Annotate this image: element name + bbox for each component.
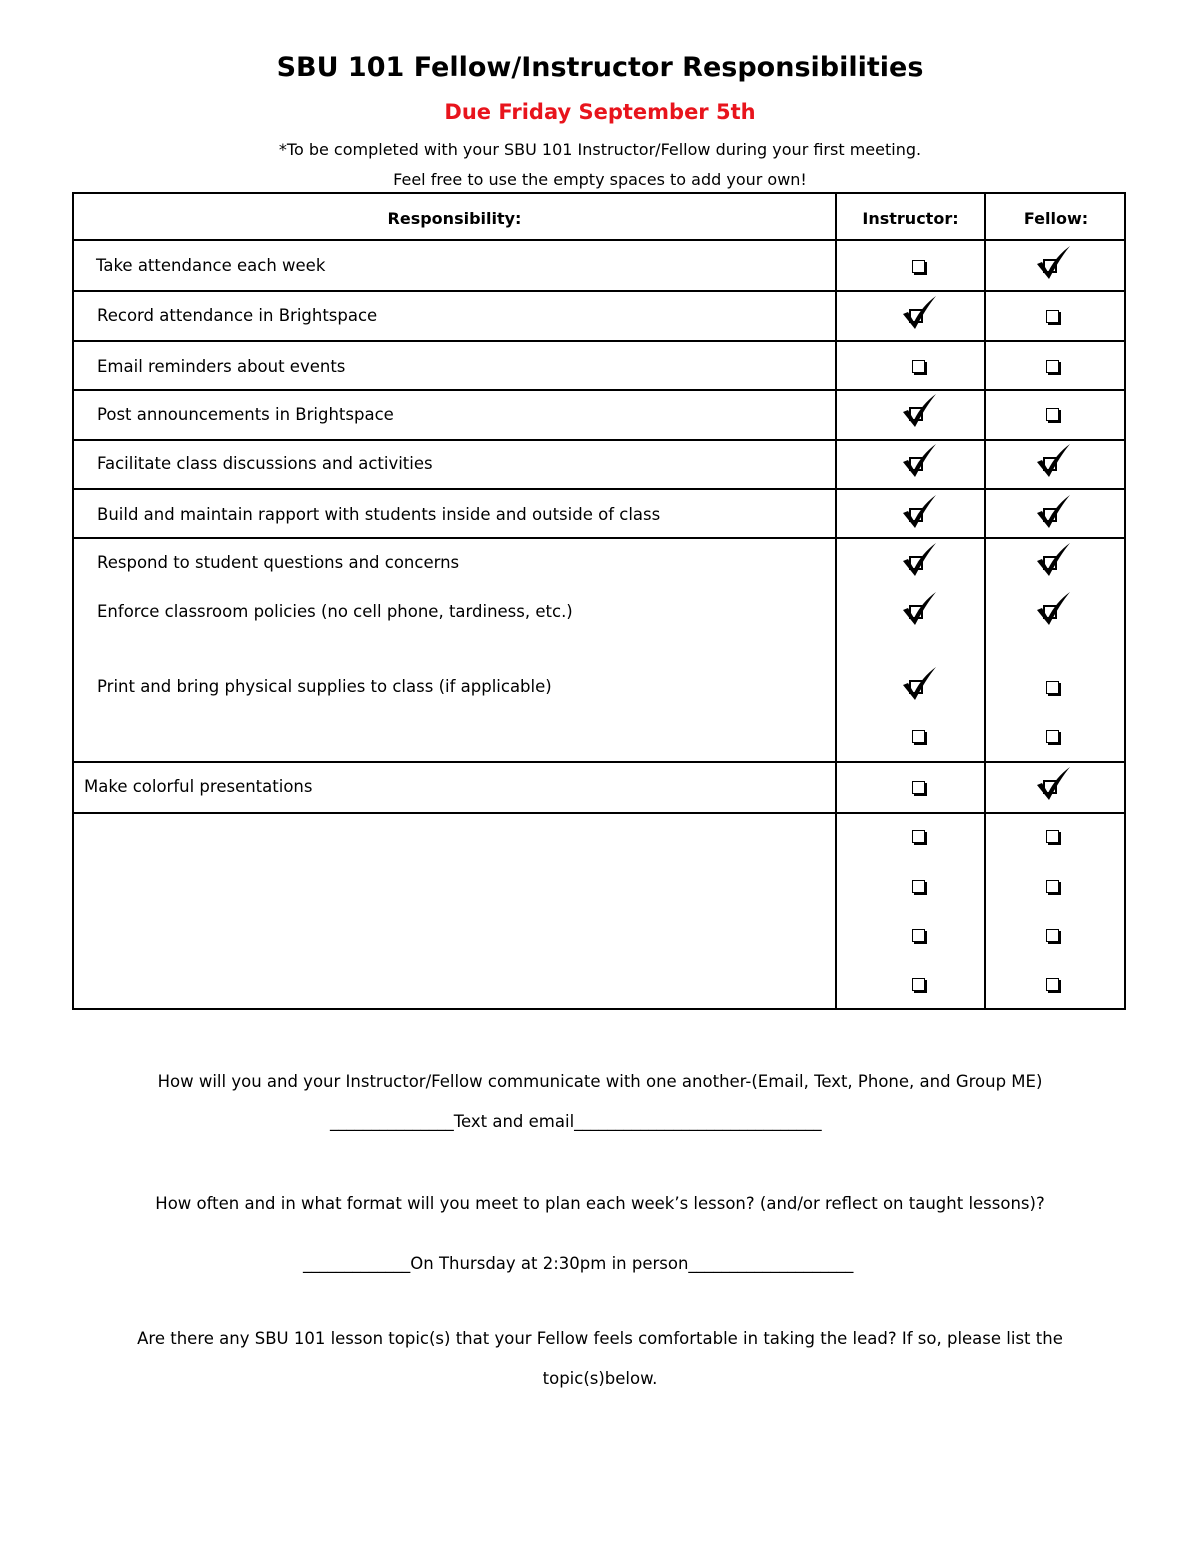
checkbox-instructor-0[interactable] xyxy=(912,260,925,273)
checkbox-fellow-1[interactable] xyxy=(1046,310,1059,323)
row-divider xyxy=(74,239,1124,241)
checkbox-fellow-2[interactable] xyxy=(1046,360,1059,373)
question-topics: Are there any SBU 101 lesson topic(s) that your Fellow feels comfortable in taking the lead? If so, please list the xyxy=(137,1329,1063,1348)
row-text-10: Make colorful presentations xyxy=(84,777,313,796)
checkmark-instructor-8[interactable] xyxy=(900,663,940,703)
checkbox-instructor-10[interactable] xyxy=(912,781,925,794)
row-text-5: Build and maintain rapport with students inside and outside of class xyxy=(97,505,661,524)
checkbox-fellow-14[interactable] xyxy=(1046,978,1059,991)
checkmark-instructor-5[interactable] xyxy=(900,491,940,531)
question-topics-line-2: topic(s)below. xyxy=(542,1369,658,1388)
page-title: SBU 101 Fellow/Instructor Responsibilities xyxy=(276,52,924,83)
answer-communicate[interactable]: _______________Text and email______________________________ xyxy=(330,1112,822,1131)
checkbox-fellow-9[interactable] xyxy=(1046,730,1059,743)
checkbox-fellow-11[interactable] xyxy=(1046,830,1059,843)
row-divider xyxy=(74,537,1124,539)
checkmark-fellow-7[interactable] xyxy=(1034,588,1074,628)
row-text-2: Email reminders about events xyxy=(97,357,346,376)
checkmark-instructor-7[interactable] xyxy=(900,588,940,628)
row-text-6: Respond to student questions and concerns xyxy=(97,553,460,572)
row-divider xyxy=(74,488,1124,490)
row-text-4: Facilitate class discussions and activities xyxy=(97,454,433,473)
row-divider xyxy=(74,389,1124,391)
question-meet: How often and in what format will you meet to plan each week’s lesson? (and/or reflect on taught lessons)? xyxy=(155,1194,1045,1213)
checkmark-instructor-1[interactable] xyxy=(900,292,940,332)
checkbox-fellow-3[interactable] xyxy=(1046,408,1059,421)
due-date: Due Friday September 5th xyxy=(444,100,756,124)
checkbox-instructor-9[interactable] xyxy=(912,730,925,743)
checkbox-fellow-12[interactable] xyxy=(1046,880,1059,893)
header-fellow: Fellow: xyxy=(1023,209,1089,228)
checkbox-instructor-14[interactable] xyxy=(912,978,925,991)
checkbox-fellow-13[interactable] xyxy=(1046,929,1059,942)
checkmark-fellow-5[interactable] xyxy=(1034,491,1074,531)
row-divider xyxy=(74,340,1124,342)
column-divider xyxy=(835,194,837,1008)
checkbox-instructor-13[interactable] xyxy=(912,929,925,942)
row-divider xyxy=(74,812,1124,814)
checkmark-fellow-10[interactable] xyxy=(1034,763,1074,803)
checkbox-fellow-8[interactable] xyxy=(1046,681,1059,694)
column-divider xyxy=(984,194,986,1008)
row-divider xyxy=(74,439,1124,441)
checkmark-fellow-4[interactable] xyxy=(1034,440,1074,480)
checkmark-instructor-4[interactable] xyxy=(900,440,940,480)
answer-meet[interactable]: _____________On Thursday at 2:30pm in person____________________ xyxy=(303,1254,854,1273)
row-text-0: Take attendance each week xyxy=(96,256,326,275)
checkbox-instructor-2[interactable] xyxy=(912,360,925,373)
checkmark-instructor-6[interactable] xyxy=(900,539,940,579)
row-text-8: Print and bring physical supplies to class (if applicable) xyxy=(97,677,552,696)
header-instructor: Instructor: xyxy=(862,209,959,228)
checkbox-instructor-12[interactable] xyxy=(912,880,925,893)
row-text-7: Enforce classroom policies (no cell phone, tardiness, etc.) xyxy=(97,602,573,621)
row-divider xyxy=(74,290,1124,292)
instruction-line-2: Feel free to use the empty spaces to add your own! xyxy=(393,170,807,189)
checkmark-fellow-6[interactable] xyxy=(1034,539,1074,579)
checkmark-instructor-3[interactable] xyxy=(900,390,940,430)
instruction-line-1: *To be completed with your SBU 101 Instructor/Fellow during your first meeting. xyxy=(278,140,922,159)
header-responsibility: Responsibility: xyxy=(387,209,522,228)
checkmark-fellow-0[interactable] xyxy=(1034,242,1074,282)
row-text-3: Post announcements in Brightspace xyxy=(97,405,394,424)
row-divider xyxy=(74,761,1124,763)
row-text-1: Record attendance in Brightspace xyxy=(97,306,378,325)
question-communicate: How will you and your Instructor/Fellow communicate with one another-(Email, Text, Phone, and Group ME) xyxy=(157,1072,1043,1091)
checkbox-instructor-11[interactable] xyxy=(912,830,925,843)
